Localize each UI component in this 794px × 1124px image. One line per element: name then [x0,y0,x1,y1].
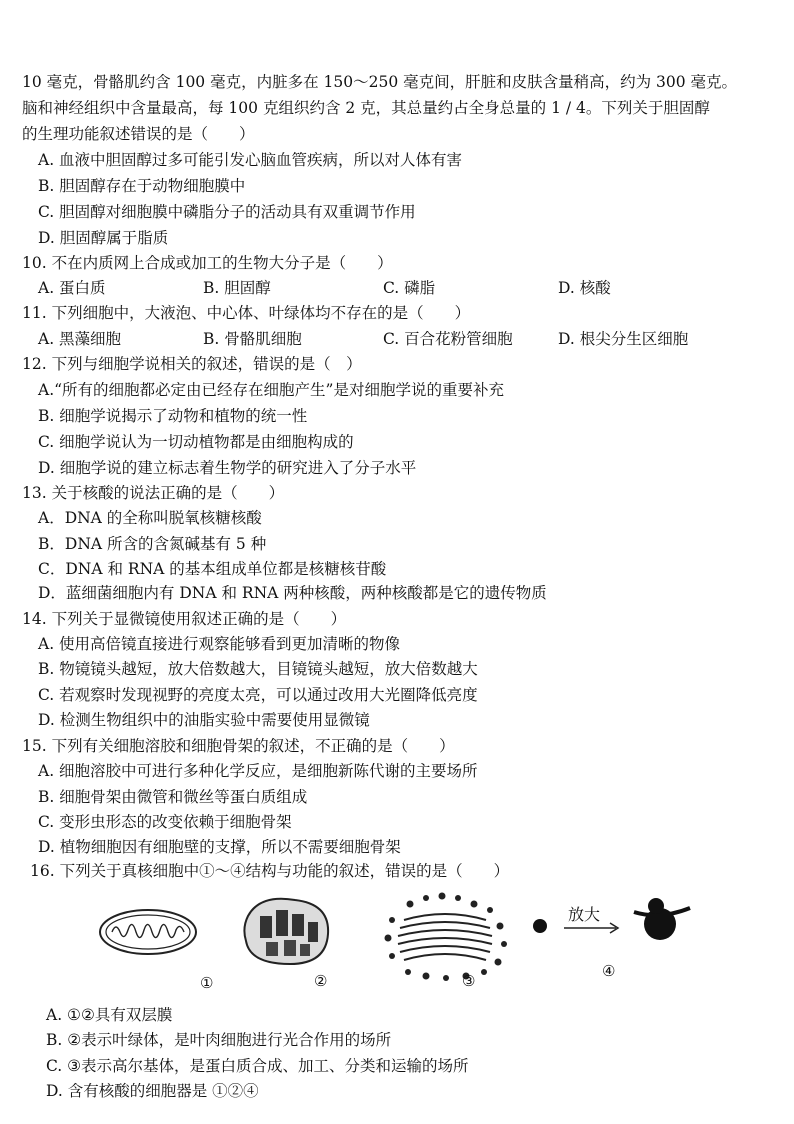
q16-option-c: C. ③表示高尔基体，是蛋白质合成、加工、分类和运输的场所 [46,1057,469,1075]
q12-stem: 12. 下列与细胞学说相关的叙述，错误的是（ ） [22,355,362,373]
q9-option-b: B. 胆固醇存在于动物细胞膜中 [38,177,246,195]
q14-stem: 14. 下列关于显微镜使用叙述正确的是（ ） [22,610,347,628]
q10-option-b: B. 胆固醇 [203,279,271,297]
figure-label-1: ① [200,974,214,992]
q10-option-a: A. 蛋白质 [38,279,106,297]
q13-stem: 13. 关于核酸的说法正确的是（ ） [22,484,285,502]
q14-option-c: C. 若观察时发现视野的亮度太亮，可以通过改用大光圈降低亮度 [38,686,478,704]
intro-line-3: 的生理功能叙述错误的是（ ） [22,125,255,143]
q10-option-d: D. 核酸 [558,279,611,297]
q12-option-c: C. 细胞学说认为一切动植物都是由细胞构成的 [38,433,354,451]
q13-option-d: D．蓝细菌细胞内有 DNA 和 RNA 两种核酸，两种核酸都是它的遗传物质 [38,584,547,602]
figure-label-2: ② [314,972,328,990]
q15-option-d: D. 植物细胞因有细胞壁的支撑，所以不需要细胞骨架 [38,838,401,856]
q15-stem: 15. 下列有关细胞溶胶和细胞骨架的叙述，不正确的是（ ） [22,737,455,755]
centrosome-diagram [533,898,690,940]
figure-label-4: ④ [602,962,616,980]
q10-options [38,278,758,298]
intro-line-1: 10 毫克，骨骼肌约含 100 毫克，内脏多在 150～250 毫克间，肝脏和皮肤含量稍高，约为 300 毫克。 [22,73,738,91]
q9-option-d: D. 胆固醇属于脂质 [38,229,169,247]
q9-option-c: C. 胆固醇对细胞膜中磷脂分子的活动具有双重调节作用 [38,203,416,221]
q16-option-a: A. ①②具有双层膜 [46,1006,173,1024]
q13-option-a: A．DNA 的全称叫脱氧核糖核酸 [38,509,262,527]
q11-option-c: C. 百合花粉管细胞 [383,330,513,348]
q13-option-b: B．DNA 所含的含氮碱基有 5 种 [38,535,267,553]
q16-option-d: D. 含有核酸的细胞器是 ①②④ [46,1082,259,1100]
chloroplast-diagram [244,899,328,964]
q9-option-a: A. 血液中胆固醇过多可能引发心脑血管疾病，所以对人体有害 [38,151,463,169]
q11-options [38,329,758,349]
q16-option-b: B. ②表示叶绿体，是叶肉细胞进行光合作用的场所 [46,1031,392,1049]
q14-option-b: B. 物镜镜头越短，放大倍数越大，目镜镜头越短，放大倍数越大 [38,660,478,678]
golgi-diagram [385,893,508,982]
organelle-diagram [90,886,730,996]
q12-option-d: D. 细胞学说的建立标志着生物学的研究进入了分子水平 [38,459,417,477]
q10-stem: 10. 不在内质网上合成或加工的生物大分子是（ ） [22,254,393,272]
q16-stem: 16. 下列关于真核细胞中①～④结构与功能的叙述，错误的是（ ） [30,862,510,880]
q14-option-a: A. 使用高倍镜直接进行观察能够看到更加清晰的物像 [38,635,401,653]
figure-label-3: ③ [462,972,476,990]
q12-option-a: A.“所有的细胞都必定由已经存在细胞产生”是对细胞学说的重要补充 [38,381,504,399]
q10-option-c: C. 磷脂 [383,279,436,297]
q15-option-b: B. 细胞骨架由微管和微丝等蛋白质组成 [38,788,308,806]
q11-option-d: D. 根尖分生区细胞 [558,330,689,348]
q11-stem: 11. 下列细胞中，大液泡、中心体、叶绿体均不存在的是（ ） [22,304,471,322]
intro-line-2: 脑和神经组织中含量最高，每 100 克组织约含 2 克，其总量约占全身总量的 1 / 4。下列关于胆固醇 [22,99,710,117]
q15-option-a: A. 细胞溶胶中可进行多种化学反应，是细胞新陈代谢的主要场所 [38,762,478,780]
organelle-figure [90,886,730,996]
q11-option-a: A. 黑藻细胞 [38,330,122,348]
mitochondrion-diagram [100,910,196,954]
arrow-label-magnify: 放大 [568,905,601,924]
q11-option-b: B. 骨骼肌细胞 [203,330,302,348]
q14-option-d: D. 检测生物组织中的油脂实验中需要使用显微镜 [38,711,370,729]
q13-option-c: C．DNA 和 RNA 的基本组成单位都是核糖核苷酸 [38,560,387,578]
q12-option-b: B. 细胞学说揭示了动物和植物的统一性 [38,407,308,425]
q15-option-c: C. 变形虫形态的改变依赖于细胞骨架 [38,813,292,831]
